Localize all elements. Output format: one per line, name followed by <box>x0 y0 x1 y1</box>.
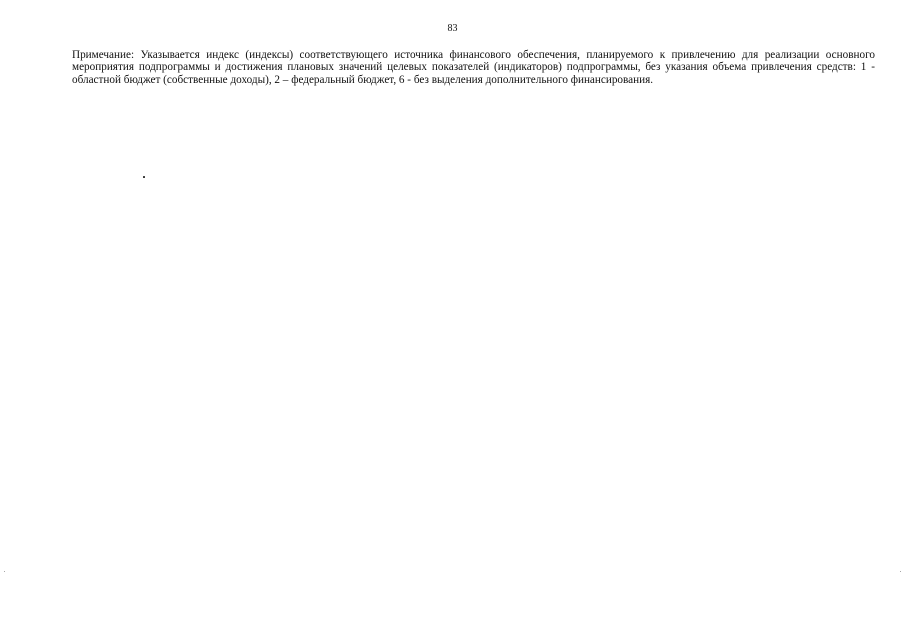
footnote-text: Примечание: Указывается индекс (индексы) соответствующего источника финансового обеспечения, планируемого к привлечению для реализации основного мероприятия подпрограммы и достижения плановых значений целевых показателей (индикаторов) подпрограммы, без указания объема привлечения средств: 1 - областной бюджет (собственные доходы), 2 – федеральный бюджет, 6 - без выделения дополнительного финансирования. <box>72 49 875 86</box>
scan-artifact-dot-left <box>4 571 5 572</box>
scan-artifact-dot-right <box>900 571 901 572</box>
page-number: 83 <box>447 23 458 34</box>
scan-artifact-dot <box>143 176 145 178</box>
